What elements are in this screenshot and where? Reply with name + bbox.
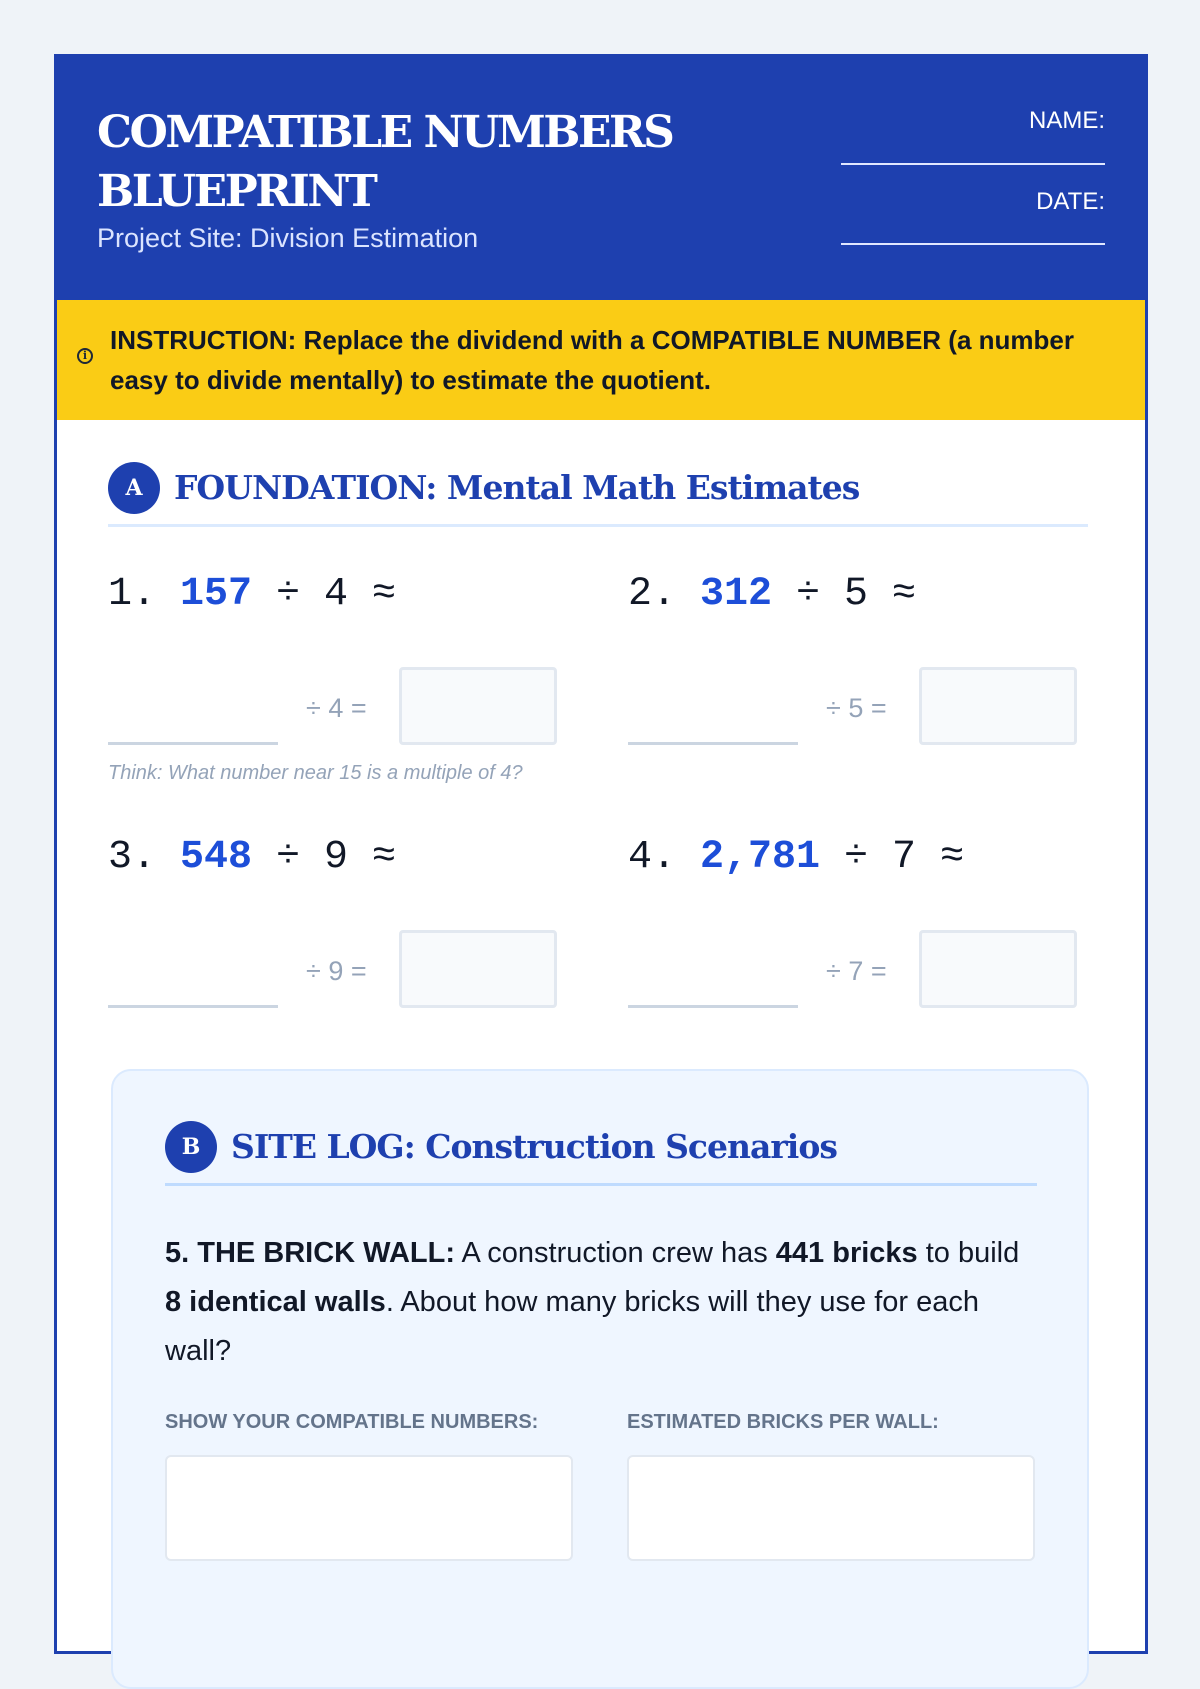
answer-box[interactable]	[399, 667, 557, 745]
divisor-text: ÷ 9 ≈	[276, 835, 397, 880]
scenario-question	[165, 1229, 1035, 1376]
dividend: 2,781	[700, 835, 821, 880]
problem-2	[628, 572, 1080, 792]
compatible-number-blank[interactable]	[108, 742, 278, 745]
section-a-header	[108, 462, 1070, 522]
problem-number: 2.	[628, 572, 677, 617]
divisor-text: ÷ 7 ≈	[844, 835, 965, 880]
date-field[interactable]	[841, 243, 1105, 245]
section-a-badge: A	[108, 462, 160, 514]
divisor-text: ÷ 5 ≈	[796, 572, 917, 617]
section-a-divider	[108, 524, 1088, 527]
problem-number: 3.	[108, 835, 157, 880]
worksheet-subtitle: Project Site: Division Estimation	[97, 223, 479, 253]
title-line-1: COMPATIBLE NUMBERS	[97, 107, 673, 158]
divide-label: ÷ 5 =	[826, 693, 887, 723]
name-label: NAME:	[1028, 107, 1105, 134]
worksheet-title	[97, 103, 672, 221]
answer-box[interactable]	[919, 930, 1077, 1008]
problem-1	[108, 572, 560, 792]
compatible-number-blank[interactable]	[628, 1005, 798, 1008]
problem-expression	[628, 572, 916, 617]
section-b-header	[165, 1121, 1037, 1181]
scenario-text-3: . About how many bricks will they use for each wall?	[165, 1286, 979, 1367]
divide-label: ÷ 7 =	[826, 956, 887, 986]
info-icon: i	[77, 348, 93, 364]
scenario-label: 5. THE BRICK WALL:	[165, 1237, 455, 1269]
instruction-text: INSTRUCTION: Replace the dividend with a COMPATIBLE NUMBER (a number easy to divide mentally) to estimate the quotient.	[110, 325, 1074, 395]
answer-box[interactable]	[919, 667, 1077, 745]
compatible-numbers-field[interactable]	[165, 1455, 573, 1561]
compatible-number-blank[interactable]	[628, 742, 798, 745]
divide-label: ÷ 9 =	[306, 956, 367, 986]
problem-number: 1.	[108, 572, 157, 617]
scenario-text-2: to build	[917, 1237, 1020, 1269]
problem-expression	[108, 835, 396, 880]
worksheet	[54, 54, 1148, 1654]
estimate-label: ESTIMATED BRICKS PER WALL:	[627, 1411, 939, 1433]
divide-label: ÷ 4 =	[306, 693, 367, 723]
section-b-badge: B	[165, 1121, 217, 1173]
site-log-panel	[111, 1069, 1089, 1689]
problem-expression	[108, 572, 396, 617]
date-label: DATE:	[1036, 188, 1105, 215]
problem-4	[628, 835, 1080, 1055]
section-a-title: FOUNDATION: Mental Math Estimates	[174, 468, 860, 507]
scenario-bold-1: 441 bricks	[775, 1237, 918, 1269]
dividend: 312	[700, 572, 773, 617]
instruction-banner	[57, 300, 1145, 420]
worksheet-header	[57, 57, 1145, 300]
answer-box[interactable]	[399, 930, 557, 1008]
estimate-field[interactable]	[627, 1455, 1035, 1561]
problem-3	[108, 835, 560, 1055]
name-field[interactable]	[841, 163, 1105, 165]
scenario-text-1: A construction crew has	[455, 1237, 776, 1269]
problem-expression	[628, 835, 964, 880]
dividend: 157	[180, 572, 253, 617]
divisor-text: ÷ 4 ≈	[276, 572, 397, 617]
section-b-divider	[165, 1183, 1037, 1186]
compatible-numbers-label: SHOW YOUR COMPATIBLE NUMBERS:	[165, 1411, 539, 1433]
hint-text: Think: What number near 15 is a multiple of 4?	[108, 762, 523, 784]
scenario-bold-2: 8 identical walls	[165, 1286, 386, 1318]
problem-number: 4.	[628, 835, 677, 880]
dividend: 548	[180, 835, 253, 880]
title-line-2: BLUEPRINT	[97, 166, 376, 217]
section-b-title: SITE LOG: Construction Scenarios	[231, 1127, 837, 1166]
compatible-number-blank[interactable]	[108, 1005, 278, 1008]
